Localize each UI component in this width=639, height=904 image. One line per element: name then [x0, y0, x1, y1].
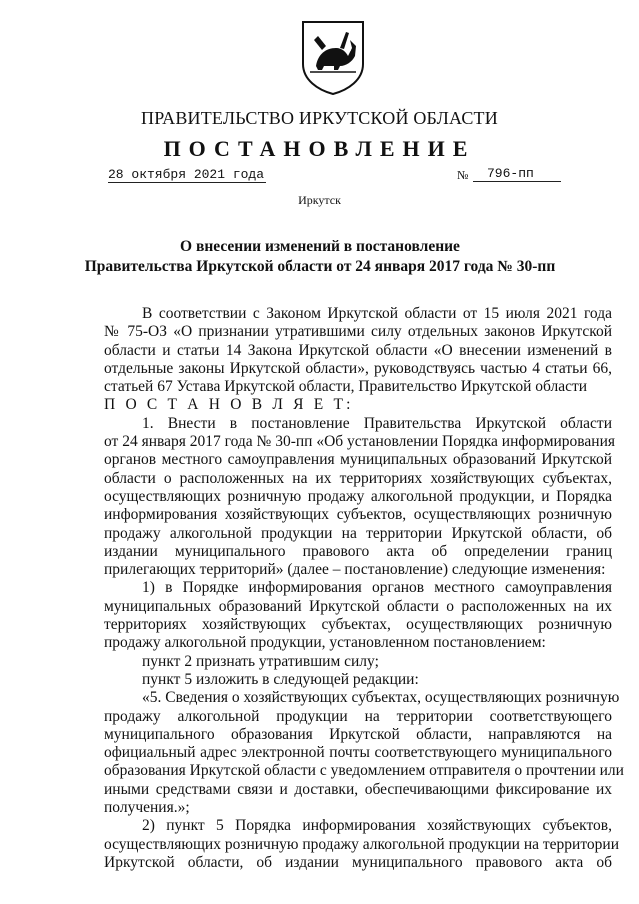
title-line: О внесении изменений в постановление — [180, 238, 460, 255]
body-line: 2) пункт 5 Порядка информирования хозяйствующих субъектов, — [142, 817, 612, 835]
body-line: от 24 января 2017 года № 30-пп «Об установлении Порядка информирования — [104, 433, 616, 451]
document-title — [60, 237, 580, 277]
body-line: осуществляющих розничную продажу алкогольной продукции, и Порядка — [104, 487, 612, 505]
body-line: органов местного самоуправления муниципальных образований Иркутской — [104, 451, 612, 469]
body-line: 1. Внести в постановление Правительства Иркутской области — [142, 414, 612, 432]
body-line: Иркутской области, об издании муниципального правового акта об — [104, 853, 612, 871]
body-line: издании муниципального правового акта об определении границ — [104, 542, 612, 560]
document-body — [104, 305, 624, 872]
title-line: Правительства Иркутской области от 24 января 2017 года № 30-пп — [84, 258, 556, 275]
body-line: отдельные законы Иркутской области», руководствуясь частью 4 статьи 66, — [104, 359, 612, 377]
number-label: № — [457, 168, 469, 182]
body-line: 1) в Порядке информирования органов местного самоуправления — [142, 579, 612, 597]
body-line: муниципальных образований Иркутской области о расположенных на их — [104, 597, 612, 615]
government-name: ПРАВИТЕЛЬСТВО ИРКУТСКОЙ ОБЛАСТИ — [141, 108, 498, 128]
body-line: продажу алкогольной продукции на территории соответствующего — [104, 707, 612, 725]
body-line: продажу алкогольной продукции на территории Иркутской области, об — [104, 524, 612, 542]
decree-date: 28 октября 2021 года — [108, 167, 265, 182]
body-line: получения.»; — [104, 799, 190, 817]
body-line: «5. Сведения о хозяйствующих субъектах, осуществляющих розничную — [142, 689, 620, 707]
body-line: статьей 67 Устава Иркутской области, Правительство Иркутской области — [104, 378, 588, 396]
body-line: информирования хозяйствующих субъектов, осуществляющих розничную — [104, 506, 612, 524]
body-line: территориях хозяйствующих субъектах, осуществляющих розничную — [104, 616, 612, 634]
body-line: В соответствии с Законом Иркутской области от 15 июля 2021 года — [142, 305, 612, 322]
body-line: иными средствами связи и доставки, обеспечивающими фиксирование их — [104, 780, 612, 798]
irkutsk-coat-of-arms-icon — [300, 18, 366, 96]
city-name: Иркутск — [298, 193, 341, 207]
resolution-word: П О С Т А Н О В Л Я Е Т: — [104, 396, 354, 414]
body-line: пункт 5 изложить в следующей редакции: — [142, 670, 419, 688]
body-line: пункт 2 признать утратившим силу; — [142, 652, 379, 670]
body-line: официальный адрес электронной почты соответствующего муниципального — [104, 744, 612, 762]
body-line: муниципального образования Иркутской области, направляются на — [104, 725, 612, 743]
document-type: ПОСТАНОВЛЕНИЕ — [163, 136, 476, 161]
body-line: осуществляющих розничную продажу алкогольной продукции на территории — [104, 835, 619, 853]
body-line: области о расположенных на их территориях хозяйствующих субъектах, — [104, 469, 612, 487]
body-line: прилегающих территорий» (далее – постановление) следующие изменения: — [104, 561, 606, 579]
body-line: продажу алкогольной продукции, установленном постановлением: — [104, 634, 546, 652]
body-line: образования Иркутской области с уведомлением отправителя о прочтении или — [104, 762, 624, 780]
body-line: области и статьи 14 Закона Иркутской области «О внесении изменений в — [104, 341, 612, 359]
body-line: № 75-ОЗ «О признании утратившими силу отдельных законов Иркутской — [104, 323, 612, 341]
decree-number: 796-пп — [473, 166, 561, 182]
